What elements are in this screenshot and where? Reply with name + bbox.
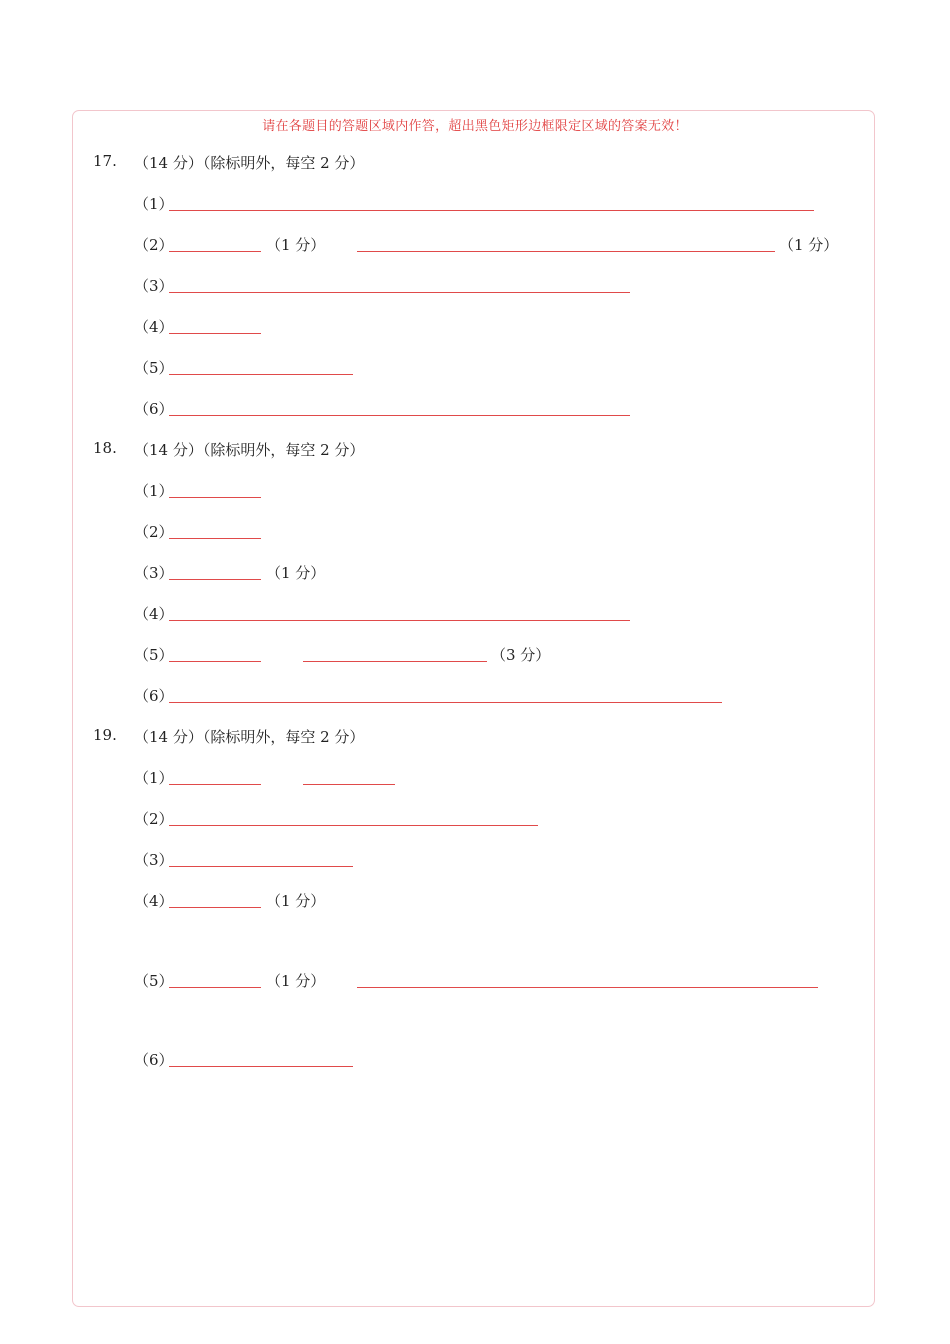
q19-part1-answer-blank-b[interactable] <box>303 784 395 785</box>
q17-part1-answer-blank[interactable] <box>169 210 814 211</box>
q17-part2-score-a: （1 分） <box>266 236 326 254</box>
q18-part3-score: （1 分） <box>266 564 326 582</box>
q19-part3-label: （3） <box>134 851 174 869</box>
q19-part4-label: （4） <box>134 892 174 910</box>
q17-part2-score-b: （1 分） <box>779 236 839 254</box>
answer-region-notice: 请在各题目的答题区域内作答，超出黑色矩形边框限定区域的答案无效！ <box>262 119 688 134</box>
q19-part5-answer-blank-b[interactable] <box>357 987 818 988</box>
q18-part3-answer-blank[interactable] <box>169 579 261 580</box>
q18-part6-label: （6） <box>134 687 174 705</box>
q19-part3-answer-blank[interactable] <box>169 866 353 867</box>
q18-part5-answer-blank-a[interactable] <box>169 661 261 662</box>
q19-part2-answer-blank[interactable] <box>169 825 538 826</box>
q17-part3-label: （3） <box>134 277 174 295</box>
q18-part5-label: （5） <box>134 646 174 664</box>
q19-part4-answer-blank[interactable] <box>169 907 261 908</box>
q17-part5-label: （5） <box>134 359 174 377</box>
q18-part1-label: （1） <box>134 482 174 500</box>
q19-part5-label: （5） <box>134 972 174 990</box>
q18-header: （14 分）（除标明外，每空 2 分） <box>134 441 365 459</box>
q17-part1-label: （1） <box>134 195 174 213</box>
q19-part1-label: （1） <box>134 769 174 787</box>
q19-number: 19. <box>93 726 117 744</box>
q19-part4-score: （1 分） <box>266 892 326 910</box>
q19-part2-label: （2） <box>134 810 174 828</box>
q17-number: 17. <box>93 152 117 170</box>
q18-part1-answer-blank[interactable] <box>169 497 261 498</box>
q19-part1-answer-blank-a[interactable] <box>169 784 261 785</box>
q17-header: （14 分）（除标明外，每空 2 分） <box>134 154 365 172</box>
q19-header: （14 分）（除标明外，每空 2 分） <box>134 728 365 746</box>
q17-part3-answer-blank[interactable] <box>169 292 630 293</box>
q18-part6-answer-blank[interactable] <box>169 702 722 703</box>
q18-part2-label: （2） <box>134 523 174 541</box>
q18-part2-answer-blank[interactable] <box>169 538 261 539</box>
q17-part4-answer-blank[interactable] <box>169 333 261 334</box>
q18-part5-score: （3 分） <box>491 646 551 664</box>
q17-part2-label: （2） <box>134 236 174 254</box>
answer-region-frame <box>72 110 875 1307</box>
q18-part4-label: （4） <box>134 605 174 623</box>
q19-part5-score: （1 分） <box>266 972 326 990</box>
q19-part6-answer-blank[interactable] <box>169 1066 353 1067</box>
q17-part5-answer-blank[interactable] <box>169 374 353 375</box>
q19-part6-label: （6） <box>134 1051 174 1069</box>
q19-part5-answer-blank-a[interactable] <box>169 987 261 988</box>
q18-part3-label: （3） <box>134 564 174 582</box>
q17-part2-answer-blank-a[interactable] <box>169 251 261 252</box>
q17-part6-label: （6） <box>134 400 174 418</box>
q17-part4-label: （4） <box>134 318 174 336</box>
q18-number: 18. <box>93 439 117 457</box>
q18-part5-answer-blank-b[interactable] <box>303 661 487 662</box>
q17-part2-answer-blank-b[interactable] <box>357 251 775 252</box>
q17-part6-answer-blank[interactable] <box>169 415 630 416</box>
q18-part4-answer-blank[interactable] <box>169 620 630 621</box>
